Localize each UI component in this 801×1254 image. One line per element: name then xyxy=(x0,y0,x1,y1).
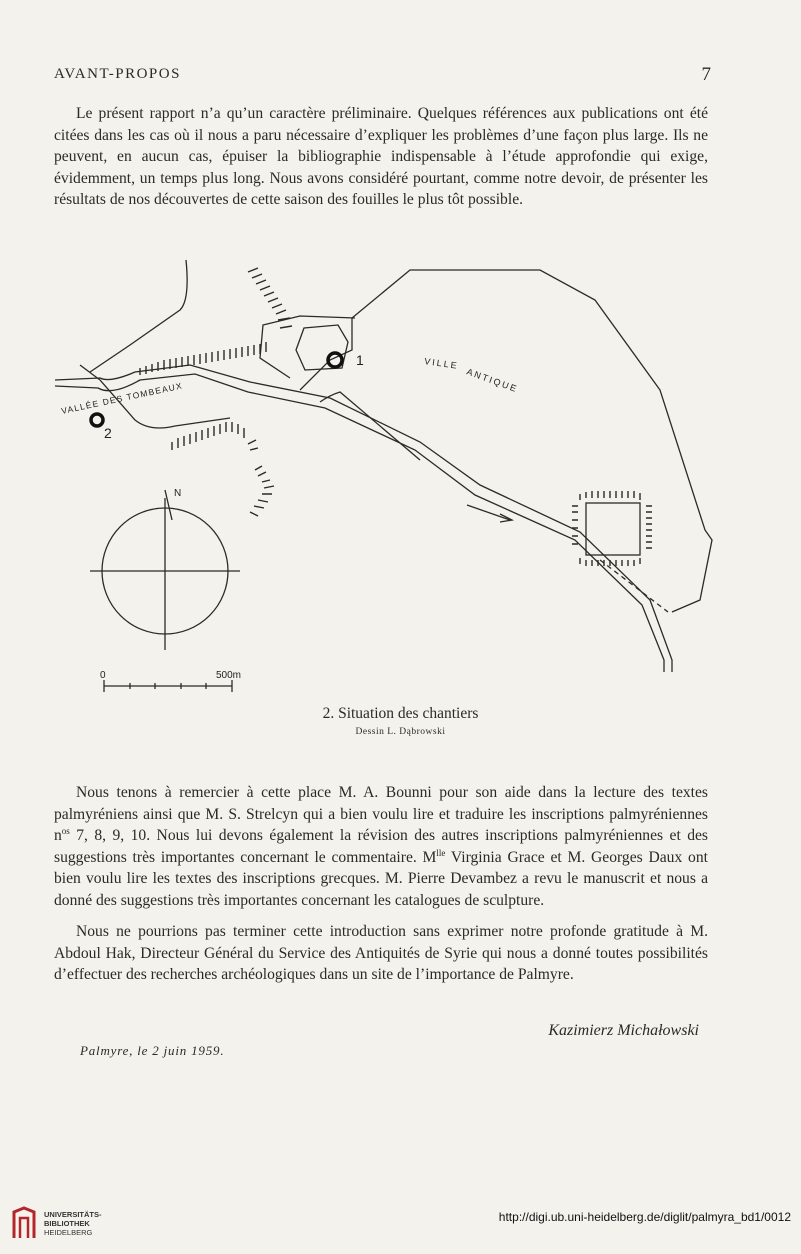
site-square-east xyxy=(586,503,640,555)
figure-credit: Dessin L. Dąbrowski xyxy=(355,727,446,737)
north-label: N xyxy=(174,488,182,499)
library-name: UNIVERSITÄTS- BIBLIOTHEK HEIDELBERG xyxy=(44,1210,102,1237)
page-number: 7 xyxy=(701,64,711,85)
intro-paragraph: Le présent rapport n’a qu’un caractère préliminaire. Quelques références aux publications ont été citées dans les cas où il nous a paru nécessaire d’expliquer les problèmes d’une façon plus large. Ils ne peuvent, en aucun cas, épuiser la bibliographie indispensable à l’étude approfondie qui exige, évidemment, un temps plus long. Nous avons considéré pourtant, comme notre devoir, de présenter les résultats de nos découvertes de cette saison des fouilles le plus tôt possible. xyxy=(54,105,708,208)
city-wall-dashed xyxy=(600,560,668,612)
library-logo-icon xyxy=(10,1206,38,1240)
scale-start-label: 0 xyxy=(100,670,106,681)
vallee-label: VALLÉE DES TOMBEAUX xyxy=(60,380,184,416)
thanks-text-2: 7, 8, 9, 10. Nous lui devons également la révision des autres inscriptions palmyréniennes et des suggestions très importantes concernant le commentaire. M xyxy=(54,827,708,866)
thanks-sup-1: os xyxy=(61,825,70,836)
site2-marker xyxy=(91,414,103,426)
ville-label: VILLE xyxy=(423,356,460,371)
scale-end-label: 500m xyxy=(216,670,242,681)
thanks-text-3: Virginia Grace et M. Georges Daux ont bien voulu lire les textes des inscriptions grecques. M. Pierre Devambez a revu le manuscrit et nous a donné des suggestions très importantes concernant les catalogues de sculpture. xyxy=(54,848,708,909)
antique-label: ANTIQUE xyxy=(465,366,520,395)
wadi-road-south xyxy=(55,374,664,672)
date-line: Palmyre, le 2 juin 1959. xyxy=(80,1043,225,1058)
city-wall xyxy=(352,270,712,612)
wadi-road-north xyxy=(55,365,672,672)
thanks-paragraph xyxy=(54,782,708,911)
site2-label: 2 xyxy=(104,425,112,441)
gratitude-paragraph: Nous ne pourrions pas terminer cette introduction sans exprimer notre profonde gratitude à M. Abdoul Hak, Directeur Général du Service des Antiquités de Syrie qui nous a donné toutes possibilités d’effectuer des recherches archéologiques dans un site de l’importance de Palmyre. xyxy=(54,923,708,983)
site1-label: 1 xyxy=(356,352,364,368)
thanks-sup-2: lle xyxy=(436,847,446,858)
thanks-text-1: Nous tenons à remercier à cette place M. A. Bounni pour son aide dans la lecture des textes palmyréniens ainsi que M. S. Strelcyn qui a bien voulu lire et traduire les inscriptions palmyréniennes n xyxy=(54,784,708,844)
library-footer xyxy=(0,1196,801,1254)
source-url-link[interactable]: http://digi.ub.uni-heidelberg.de/diglit/palmyra_bd1/0012 xyxy=(498,1210,791,1224)
running-title: AVANT-PROPOS xyxy=(54,66,181,82)
author-signature: Kazimierz Michałowski xyxy=(548,1022,699,1039)
figure-caption: 2. Situation des chantiers xyxy=(322,705,479,722)
